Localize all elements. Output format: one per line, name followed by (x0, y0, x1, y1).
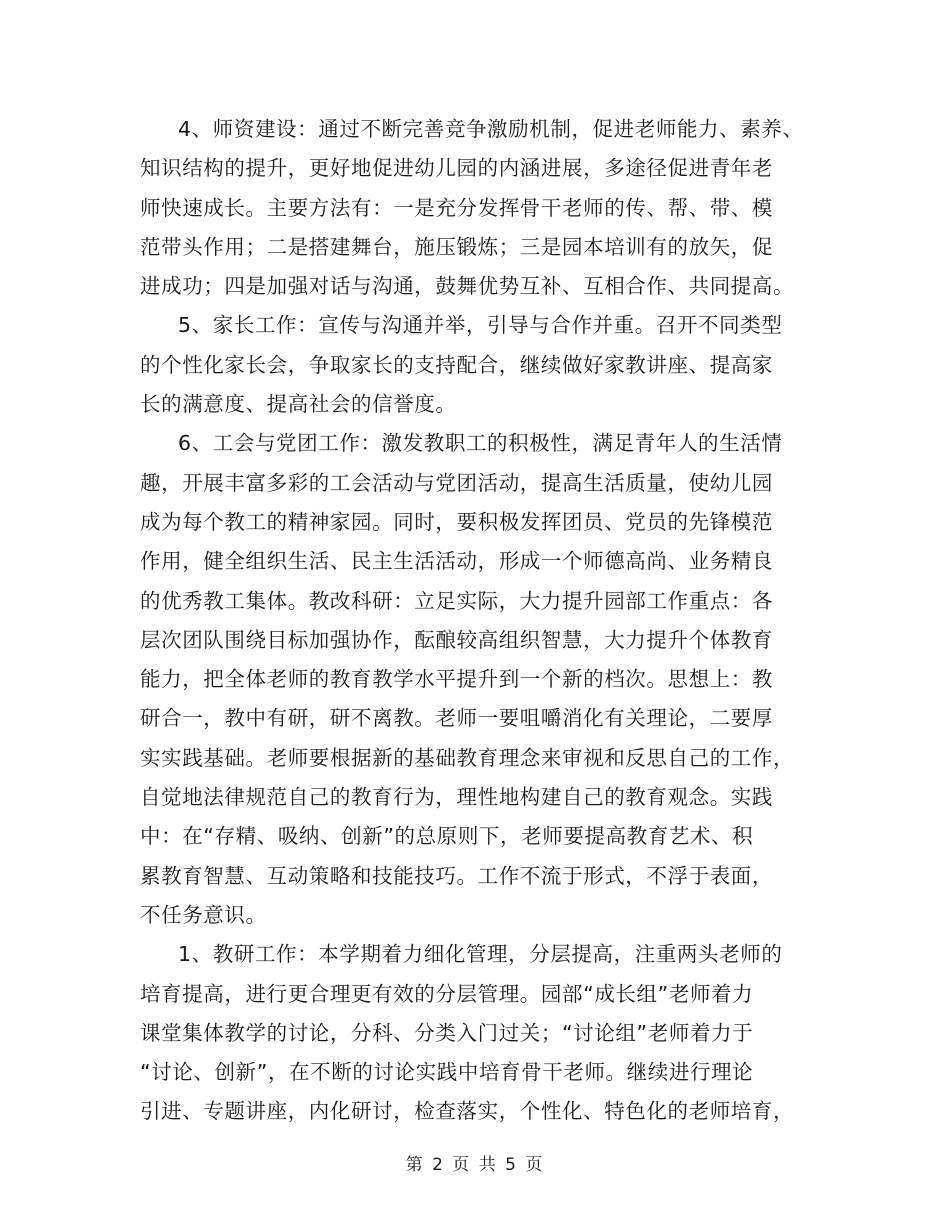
text-line: 长的满意度、提高社会的信誉度。 (140, 392, 457, 417)
text-line: 的优秀教工集体。教改科研：立足实际，大力提升园部工作重点：各 (140, 588, 773, 613)
text-line: 中：在“存精、吸纳、创新”的总原则下，老师要提高教育艺术、积 (140, 824, 754, 849)
text-line: 课堂集体教学的讨论，分科、分类入门过关；“讨论组”老师着力于 (140, 1020, 754, 1045)
text-line: 累教育智慧、互动策略和技能技巧。工作不流于形式，不浮于表面， (140, 863, 773, 888)
text-line: 师快速成长。主要方法有：一是充分发挥骨干老师的传、帮、带、模 (140, 195, 773, 220)
body-text (140, 110, 820, 1132)
text-line: 作用，健全组织生活、民主生活活动，形成一个师德高尚、业务精良 (140, 549, 773, 574)
text-line: 培育提高，进行更合理更有效的分层管理。园部“成长组”老师着力 (140, 981, 754, 1006)
text-line: 自觉地法律规范自己的教育行为，理性地构建自己的教育观念。实践 (140, 785, 773, 810)
text-line: 研合一，教中有研，研不离教。老师一要咀嚼消化有关理论，二要厚 (140, 706, 773, 731)
text-line: “讨论、创新”，在不断的讨论实践中培育骨干老师。继续进行理论 (140, 1060, 754, 1085)
paragraph-parent-work: 5、家长工作：宣传与沟通并举，引导与合作并重。召开不同类型 (178, 313, 783, 338)
text-line: 层次团队围绕目标加强协作，酝酿较高组织智慧，大力提升个体教育 (140, 627, 773, 652)
text-line: 成为每个教工的精神家园。同时，要积极发挥团员、党员的先锋模范 (140, 509, 773, 534)
text-line: 范带头作用；二是搭建舞台，施压锻炼；三是园本培训有的放矢，促 (140, 234, 773, 259)
text-line: 进成功；四是加强对话与沟通，鼓舞优势互补、互相合作、共同提高。 (140, 274, 795, 299)
paragraph-union-party-work: 6、工会与党团工作：激发教职工的积极性，满足青年人的生活情 (178, 431, 783, 456)
text-line: 实实践基础。老师要根据新的基础教育理念来审视和反思自己的工作， (140, 745, 795, 770)
text-line: 知识结构的提升，更好地促进幼儿园的内涵进展，多途径促进青年老 (140, 156, 773, 181)
paragraph-teaching-research: 1、教研工作：本学期着力细化管理，分层提高，注重两头老师的 (178, 942, 783, 967)
text-line: 引进、专题讲座，内化研讨，检查落实，个性化、特色化的老师培育， (140, 1099, 795, 1124)
text-line: 的个性化家长会，争取家长的支持配合，继续做好家教讲座、提高家 (140, 352, 773, 377)
text-line: 能力，把全体老师的教育教学水平提升到一个新的档次。思想上：教 (140, 667, 773, 692)
page-number-footer: 第 2 页 共 5 页 (405, 1155, 545, 1175)
paragraph-teacher-building: 4、师资建设：通过不断完善竞争激励机制，促进老师能力、素养、 (178, 117, 804, 141)
text-line: 趣，开展丰富多彩的工会活动与党团活动，提高生活质量，使幼儿园 (140, 470, 773, 495)
text-line: 不任务意识。 (140, 902, 267, 927)
